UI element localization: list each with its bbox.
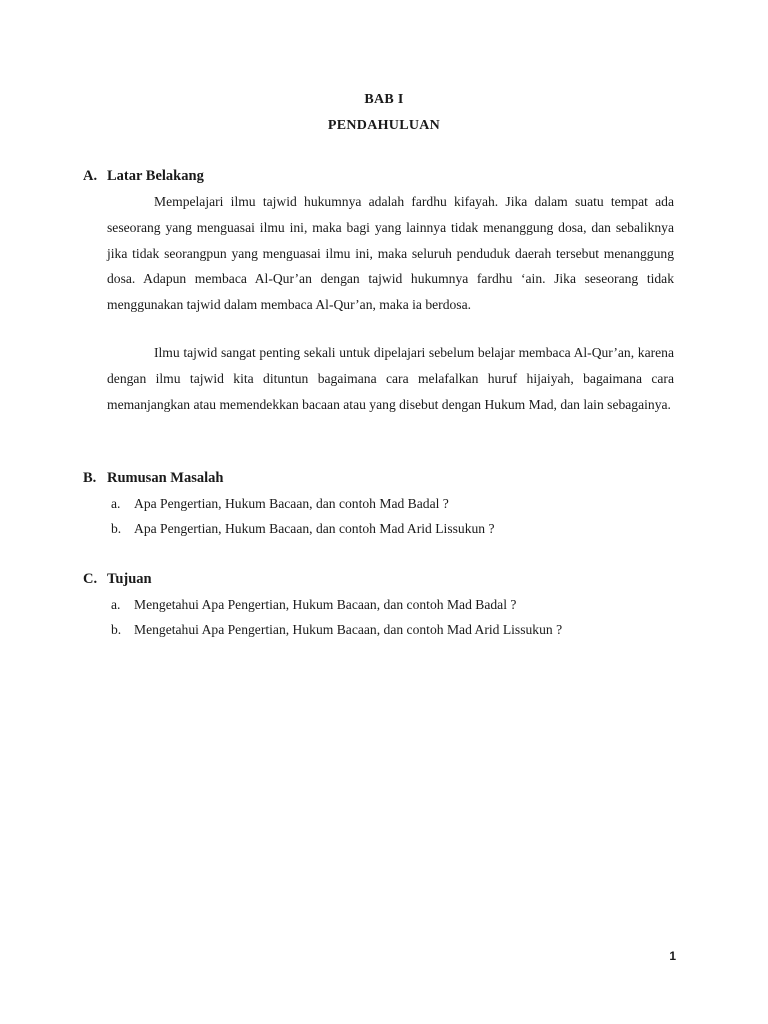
section-a-heading (83, 168, 204, 185)
list-item-text: Apa Pengertian, Hukum Bacaan, dan contoh Mad Badal ? (134, 496, 449, 511)
background-paragraph-1: Mempelajari ilmu tajwid hukumnya adalah fardhu kifayah. Jika dalam suatu tempat ada seseorang yang menguasai ilmu ini, maka bagi yang lainnya tidak menanggung dosa, dan sebaliknya jika tidak seorangpun yang menguasai ilmu ini, maka seluruh penduduk daerah tersebut menanggung dosa. Adapun membaca Al-Qur’an dengan tajwid hukumnya fardhu ‘ain. Jika seseorang tidak menggunakan tajwid dalam membaca Al-Qur’an, maka ia berdosa. (107, 194, 674, 313)
chapter-heading: BAB I (364, 92, 404, 107)
section-a-letter: A. (83, 168, 98, 184)
objective-item-a (111, 597, 516, 613)
page-number: 1 (669, 949, 676, 963)
background-paragraph-2: Ilmu tajwid sangat penting sekali untuk dipelajari sebelum belajar membaca Al-Qur’an, karena dengan ilmu tajwid kita dituntun bagaimana cara melafalkan huruf hijaiyah, bagaimana cara memanjangkan atau memendekkan bacaan atau yang disebut dengan Hukum Mad, dan lain sebagainya. (107, 345, 674, 412)
chapter-title: PENDAHULUAN (327, 118, 441, 133)
list-item-text: Apa Pengertian, Hukum Bacaan, dan contoh Mad Arid Lissukun ? (134, 521, 495, 536)
list-letter: a. (111, 496, 121, 511)
list-letter: b. (111, 521, 122, 536)
section-c-heading (83, 571, 152, 588)
objective-item-b (111, 622, 562, 638)
section-b-letter: B. (83, 470, 97, 486)
section-c-letter: C. (83, 571, 98, 587)
list-letter: a. (111, 597, 121, 612)
section-a-title: Latar Belakang (107, 168, 204, 184)
list-item-text: Mengetahui Apa Pengertian, Hukum Bacaan, dan contoh Mad Badal ? (134, 597, 517, 612)
section-b-title: Rumusan Masalah (107, 470, 224, 486)
list-item-text: Mengetahui Apa Pengertian, Hukum Bacaan, dan contoh Mad Arid Lissukun ? (134, 622, 563, 637)
list-letter: b. (111, 622, 122, 637)
problem-item-b (111, 521, 495, 537)
problem-item-a (111, 496, 449, 512)
section-b-heading (83, 470, 223, 487)
section-c-title: Tujuan (107, 571, 152, 587)
